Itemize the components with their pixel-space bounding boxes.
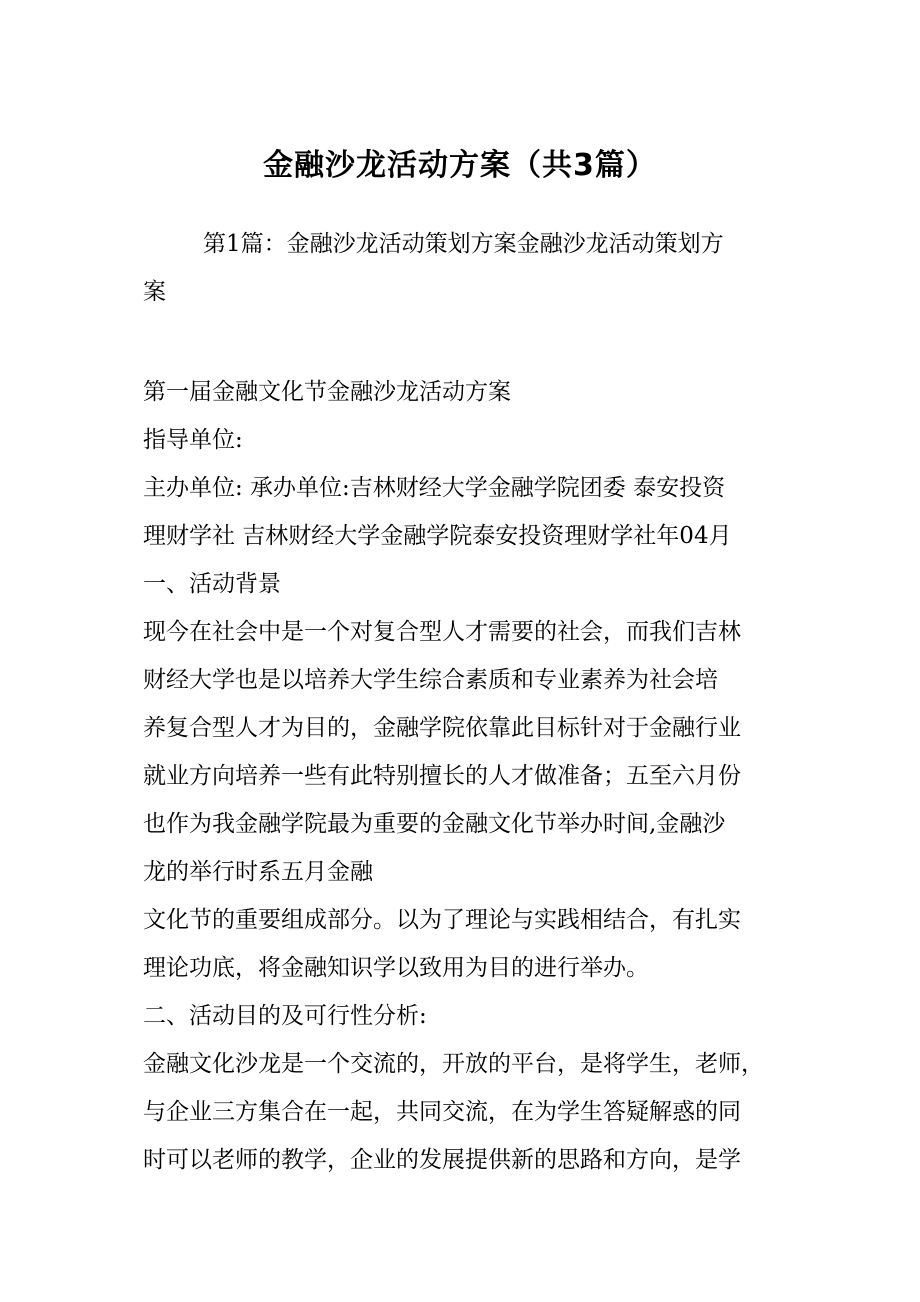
text-line: 时可以老师的教学，企业的发展提供新的思路和方向，是学 — [143, 1147, 741, 1173]
document-body — [143, 220, 783, 1184]
text-line: 理财学社 吉林财经大学金融学院泰安投资理财学社年04月 — [143, 523, 732, 549]
paragraph-gap — [143, 316, 783, 368]
text-line: 文化节的重要组成部分。以为了理论与实践相结合，有扎实 — [143, 907, 741, 933]
section-heading-line-2: 案 — [143, 279, 166, 305]
text-line: 理论功底，将金融知识学以致用为目的进行举办。 — [143, 955, 649, 981]
text-line: 金融文化沙龙是一个交流的，开放的平台，是将学生，老师， — [143, 1051, 764, 1077]
text-line: 指导单位: — [143, 427, 243, 453]
text-line: 与企业三方集合在一起，共同交流，在为学生答疑解惑的同 — [143, 1099, 741, 1125]
document-title: 金融沙龙活动方案（共3篇） — [263, 148, 657, 183]
text-line: 就业方向培养一些有此特别擅长的人才做准备；五至六月份 — [143, 763, 741, 789]
text-line: 现今在社会中是一个对复合型人才需要的社会，而我们吉林 — [143, 619, 741, 645]
text-line: 一、活动背景 — [143, 571, 281, 597]
text-line: 主办单位: 承办单位:吉林财经大学金融学院团委 泰安投资 — [143, 475, 726, 501]
section-heading-line-1: 第1篇：金融沙龙活动策划方案金融沙龙活动策划方 — [203, 231, 724, 257]
text-line: 二、活动目的及可行性分析: — [143, 1003, 427, 1029]
text-line: 财经大学也是以培养大学生综合素质和专业素养为社会培 — [143, 667, 718, 693]
text-line: 也作为我金融学院最为重要的金融文化节举办时间,金融沙 — [143, 811, 726, 837]
text-line: 养复合型人才为目的，金融学院依靠此目标针对于金融行业 — [143, 715, 741, 741]
text-line: 第一届金融文化节金融沙龙活动方案 — [143, 379, 511, 405]
text-line: 龙的举行时系五月金融 — [143, 859, 373, 885]
